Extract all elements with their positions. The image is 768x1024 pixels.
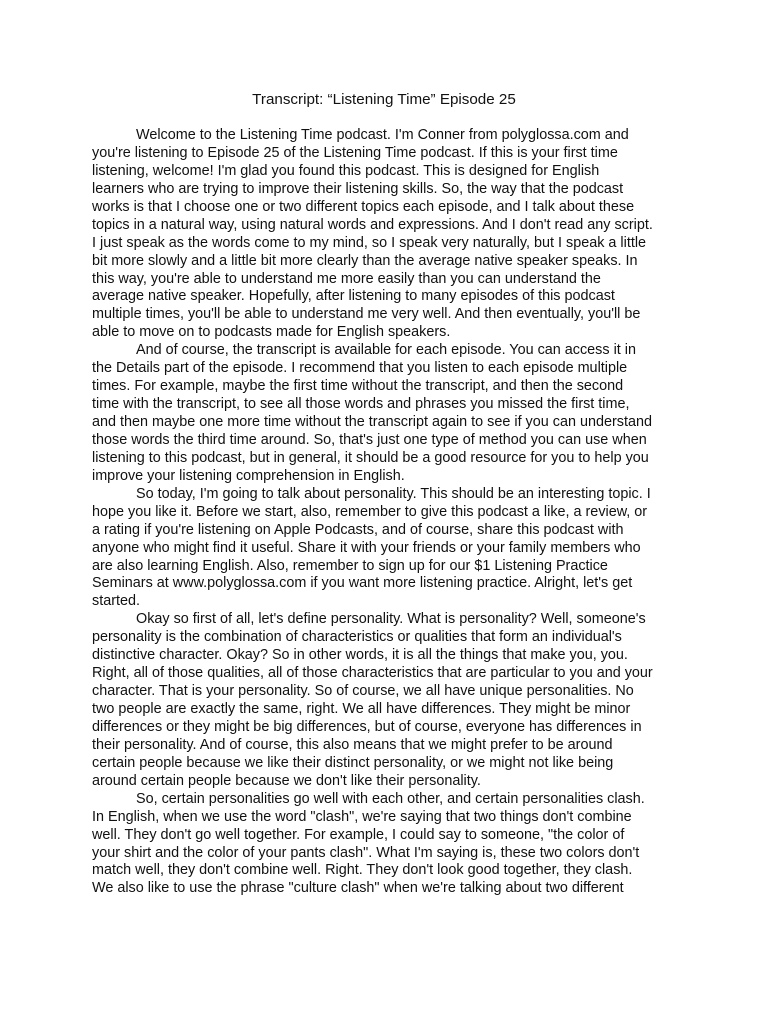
text-line: And of course, the transcript is available for each episode. You can access it in xyxy=(136,342,636,359)
text-line: character. That is your personality. So of course, we all have unique personalities. No xyxy=(92,683,634,700)
text-line: Seminars at www.polyglossa.com if you want more listening practice. Alright, let's get xyxy=(92,575,633,592)
transcript-paragraph xyxy=(92,791,692,899)
text-line: match well, they don't combine well. Right. They don't look good together, they clash. xyxy=(92,862,633,879)
text-line: started. xyxy=(92,593,140,610)
text-line: So, certain personalities go well with each other, and certain personalities clash. xyxy=(136,790,645,807)
text-line: you're listening to Episode 25 of the Listening Time podcast. If this is your first time xyxy=(92,144,618,161)
text-line: multiple times, you'll be able to understand me very well. And then eventually, you'll be xyxy=(92,306,641,323)
text-line: Right, all of those qualities, all of those characteristics that are particular to you and your xyxy=(92,665,653,682)
text-line: So today, I'm going to talk about personality. This should be an interesting topic. I xyxy=(136,485,651,502)
text-line: improve your listening comprehension in English. xyxy=(92,467,405,484)
text-line: topics in a natural way, using natural words and expressions. And I don't read any script. xyxy=(92,216,653,233)
text-line: around certain people because we don't like their personality. xyxy=(92,772,481,789)
text-line: I just speak as the words come to my mind, so I speak very naturally, but I speak a little xyxy=(92,234,647,251)
transcript-paragraph xyxy=(92,611,692,790)
text-line: We also like to use the phrase "culture clash" when we're talking about two different xyxy=(92,880,624,897)
text-line: personality is the combination of characteristics or qualities that form an individual's xyxy=(92,629,622,646)
text-line: works is that I choose one or two different topics each episode, and I talk about these xyxy=(92,198,635,215)
text-line: two people are exactly the same, right. We all have differences. They might be minor xyxy=(92,701,631,717)
text-line: this way, you're able to understand me more easily than you can understand the xyxy=(92,270,601,287)
text-line: learners who are trying to improve their listening skills. So, the way that the podcast xyxy=(92,180,624,197)
text-line: certain people because we like their distinct personality, or we might not like being xyxy=(92,754,614,771)
text-line: bit more slowly and a little bit more clearly than the average native speaker speaks. In xyxy=(92,252,638,269)
text-line: distinctive character. Okay? So in other words, it is all the things that make you, you. xyxy=(92,647,628,664)
transcript-paragraph xyxy=(92,486,692,612)
document-title: Transcript: “Listening Time” Episode 25 xyxy=(252,91,516,108)
text-line: listening, welcome! I'm glad you found this podcast. This is designed for English xyxy=(92,162,600,179)
text-line: able to move on to podcasts made for English speakers. xyxy=(92,324,451,341)
transcript-body xyxy=(92,127,692,898)
transcript-paragraph xyxy=(92,127,692,342)
text-line: the Details part of the episode. I recommend that you listen to each episode multiple xyxy=(92,360,628,377)
text-line: Welcome to the Listening Time podcast. I'm Conner from polyglossa.com and xyxy=(136,127,629,143)
text-line: average native speaker. Hopefully, after listening to many episodes of this podcast xyxy=(92,288,615,305)
text-line: listening to this podcast, but in general, it should be a good resource for you to help you xyxy=(92,449,649,466)
transcript-paragraph xyxy=(92,342,692,486)
text-line: times. For example, maybe the first time without the transcript, and then the second xyxy=(92,378,624,395)
text-line: and then maybe one more time without the transcript again to see if you can understand xyxy=(92,414,652,430)
text-line: those words the third time around. So, that's just one type of method you can use when xyxy=(92,431,647,448)
text-line: well. They don't go well together. For example, I could say to someone, "the color of xyxy=(92,826,625,843)
text-line: a rating if you're listening on Apple Podcasts, and of course, share this podcast with xyxy=(92,521,624,538)
text-line: In English, when we use the word "clash", we're saying that two things don't combine xyxy=(92,808,632,825)
text-line: hope you like it. Before we start, also, remember to give this podcast a like, a review, or xyxy=(92,503,648,520)
text-line: are also learning English. Also, remember to sign up for our $1 Listening Practice xyxy=(92,557,608,574)
text-line: time with the transcript, to see all those words and phrases you missed the first time, xyxy=(92,396,630,413)
text-line: Okay so first of all, let's define personality. What is personality? Well, someone's xyxy=(136,611,646,628)
text-line: their personality. And of course, this also means that we might prefer to be around xyxy=(92,736,613,753)
text-line: your shirt and the color of your pants clash". What I'm saying is, these two colors don't xyxy=(92,844,640,861)
text-line: differences or they might be big differences, but of course, everyone has differences in xyxy=(92,718,642,735)
text-line: anyone who might find it useful. Share it with your friends or your family members who xyxy=(92,539,641,556)
